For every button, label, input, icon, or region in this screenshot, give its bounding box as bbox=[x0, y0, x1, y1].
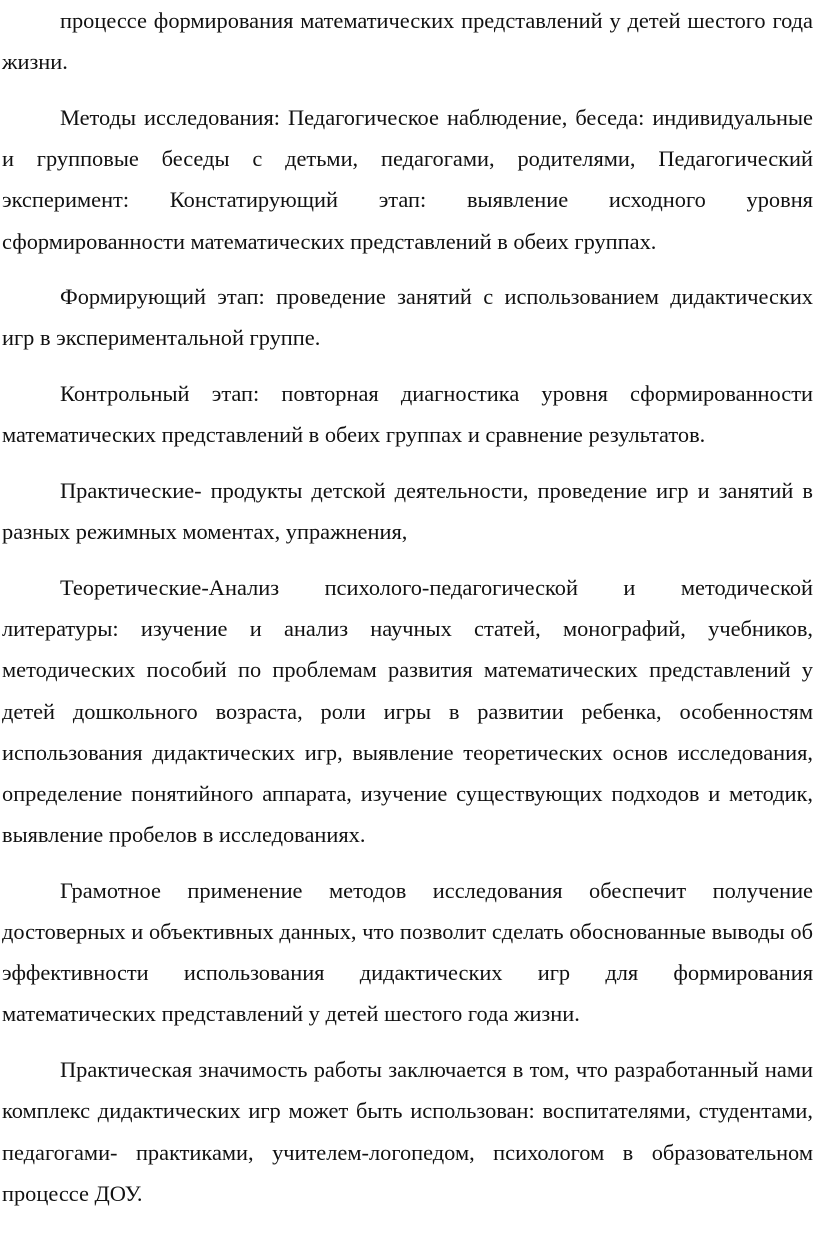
paragraph-practical-significance: Практическая значимость работы заключается в том, что разработанный нами комплекс дидактических игр может быть использован: воспитателями, студентами, педагогами- практиками, учителем-логопедом, психологом в образовательном процессе ДОУ. bbox=[2, 1057, 813, 1206]
paragraph-theoretical-methods: Теоретические-Анализ психолого-педагогической и методической литературы: изучение и анализ научных статей, монографий, учебников, методических пособий по проблемам развития математических представлений у детей дошкольного возраста, роли игры в развитии ребенка, особенностям использования дидактических игр, выявление теоретических основ исследования, определение понятийного аппарата, изучение существующих подходов и методик, выявление пробелов в исследованиях. bbox=[2, 574, 813, 848]
paragraph-practical-methods: Практические- продукты детской деятельности, проведение игр и занятий в разных режимных моментах, упражнения, bbox=[2, 478, 813, 545]
paragraph-control-stage: Контрольный этап: повторная диагностика уровня сформированности математических представлений в обеих группах и сравнение результатов. bbox=[2, 381, 813, 448]
paragraph-gap bbox=[2, 1035, 813, 1050]
paragraph-gap bbox=[2, 262, 813, 277]
paragraph-gap bbox=[2, 552, 813, 567]
paragraph-methods-application: Грамотное применение методов исследования обеспечит получение достоверных и объективных данных, что позволит сделать обоснованные выводы об эффективности использования дидактических игр для формирования математических представлений у детей шестого года жизни. bbox=[2, 877, 813, 1027]
paragraph-gap bbox=[2, 456, 813, 471]
paragraph-forming-stage: Формирующий этап: проведение занятий с использованием дидактических игр в экспериментальной группе. bbox=[2, 284, 813, 351]
paragraph-research-methods: Методы исследования: Педагогическое наблюдение, беседа: индивидуальные и групповые беседы с детьми, педагогами, родителями, Педагогический эксперимент: Констатирующий этап: выявление исходного уровня сформированности математических представлений в обеих группах. bbox=[2, 104, 813, 254]
paragraph-gap bbox=[2, 359, 813, 374]
paragraph-continuation: процессе формирования математических представлений у детей шестого года жизни. bbox=[2, 8, 813, 75]
paragraph-gap bbox=[2, 855, 813, 870]
paragraph-gap bbox=[2, 82, 813, 97]
